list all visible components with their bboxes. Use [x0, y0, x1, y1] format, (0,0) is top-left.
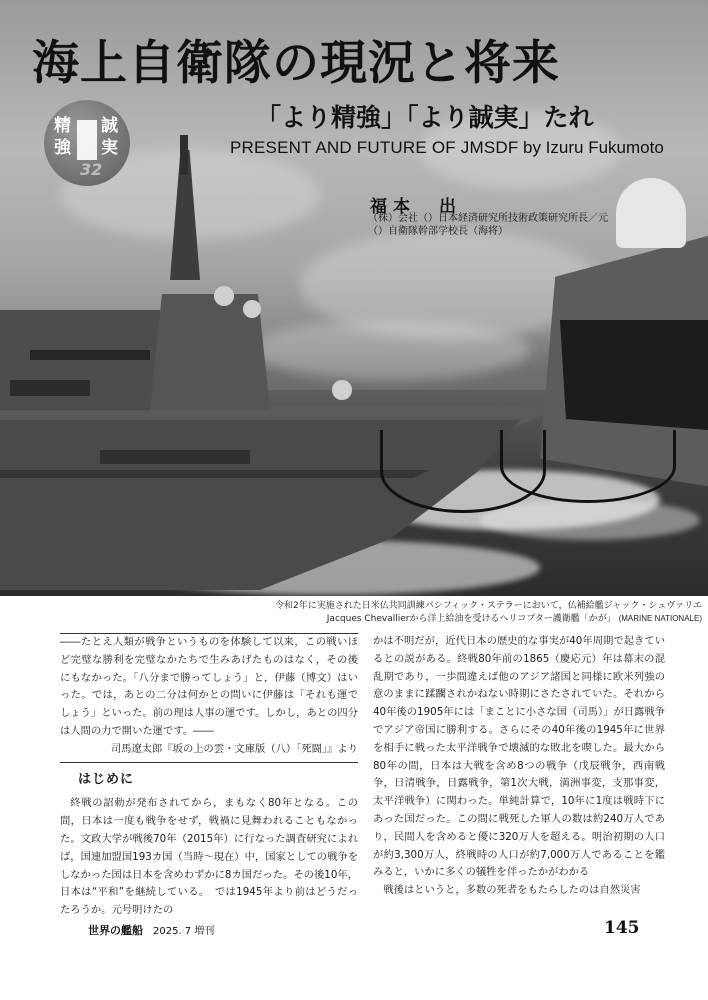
series-badge — [44, 100, 130, 186]
epigraph — [60, 633, 358, 763]
author-affiliation: （株）会社（）日本経済研究所技術政策研究所長／元（）自衛隊幹部学校長（海将） — [368, 213, 608, 237]
article-subtitle: 「より精強」「より誠実」たれ — [256, 103, 594, 132]
author-name: 福本 出 — [370, 197, 462, 217]
section-heading: はじめに — [78, 771, 135, 787]
article-title: 海上自衛隊の現況と将来 — [32, 36, 560, 91]
magazine-footer — [88, 922, 214, 938]
badge-char: 強 — [54, 138, 71, 158]
body-paragraph: 戦後はというと，多数の死者をもたらしたのは自然災害 — [383, 884, 641, 897]
body-paragraph: 終戦の詔勅が発布されてから，まもなく80年となる。この間，日本は一度も戦争をせず，戦禍に見舞われることもなかった。文政大学が戦後70年（2015年）に行なった調査研究によれば，国連加盟国193カ国（当時～現在）中，国家としての戦争をしなかった国は日本を含めわずかに8カ国だった。その後10年，日本は“平和”を継続している。 では1945年より前はどうだったろうか。元号明けたの — [60, 797, 358, 917]
epigraph-text: ――たとえ人類が戦争というものを体験して以来，この戦いほど完璧な勝利を完璧なかたちで生みあげたものはなく，その後にもなかった。「八分まで勝ってしょう」と，伊藤（博文）はいった。では，あとの二分は何かとの問いに伊藤は「それも運でしょう」といった。前の理は人事の運です。しかし，あとの四分は人間の力で開いた運です。―― — [60, 636, 358, 737]
page-number: 145 — [604, 918, 640, 938]
english-title: PRESENT AND FUTURE OF JMSDF — [230, 138, 519, 157]
badge-char: 誠 — [101, 116, 118, 136]
radar-dome — [616, 178, 686, 248]
right-column — [373, 633, 665, 900]
badge-char: 実 — [101, 138, 118, 158]
body-paragraph: かは不明だが，近代日本の歴史的な事実が40年周期で起きているとの説がある。終戦80年前の1865（慶応元）年は幕末の混乱期であり，一歩間違えば他のアジア諸国と同様に欧米列強の意のままに蹂躙されかねない時期にさたされていた。それから40年後の1905年には「まことに小さな国（司馬）」が日露戦争でアジア帝国に勝利する。さらにその40年後の1945年に世界を相手に戦った太平洋戦争で壊滅的な敗北を喫した。最大から80年の間，日本は大戦を含め8つの戦争（戊辰戦争，西南戦争，日清戦争，日露戦争，第1次大戦，満洲事変，支那事変，太平洋戦争）に関わった。単純計算で，10年に1度は戦時下にあった国だった。この間に戦死した軍人の数は約240万人であり，民間人を含めると優に320万人を超える。明治初期の人口が約3,300万人，終戦時の人口が約7,000万人であることを鑑みると，いかに多くの犠牲を伴ったかがわかる — [373, 635, 665, 879]
magazine-name: 世界の艦船 — [88, 924, 143, 937]
left-column — [60, 633, 358, 920]
badge-number: 32 — [80, 160, 103, 179]
caption-text: 令和2年に実施された日米仏共同訓練パシフィック・ステラーにおいて，仏補給艦ジャック・シュヴァリエJacques Chevallierから洋上給油を受けるヘリコプター護衛艦「かが」 — [274, 601, 702, 624]
badge-char: 精 — [54, 116, 71, 136]
photo-credit: (MARINE NATIONALE) — [618, 613, 702, 623]
epigraph-source: 司馬遼太郎『坂の上の雲・文庫版（八）「死闘」』より — [110, 742, 358, 755]
issue-label: 2025. 7 増刊 — [153, 926, 215, 937]
photo-caption — [272, 600, 702, 625]
ship-island — [150, 265, 270, 410]
english-byline: by Izuru Fukumoto — [523, 138, 664, 157]
